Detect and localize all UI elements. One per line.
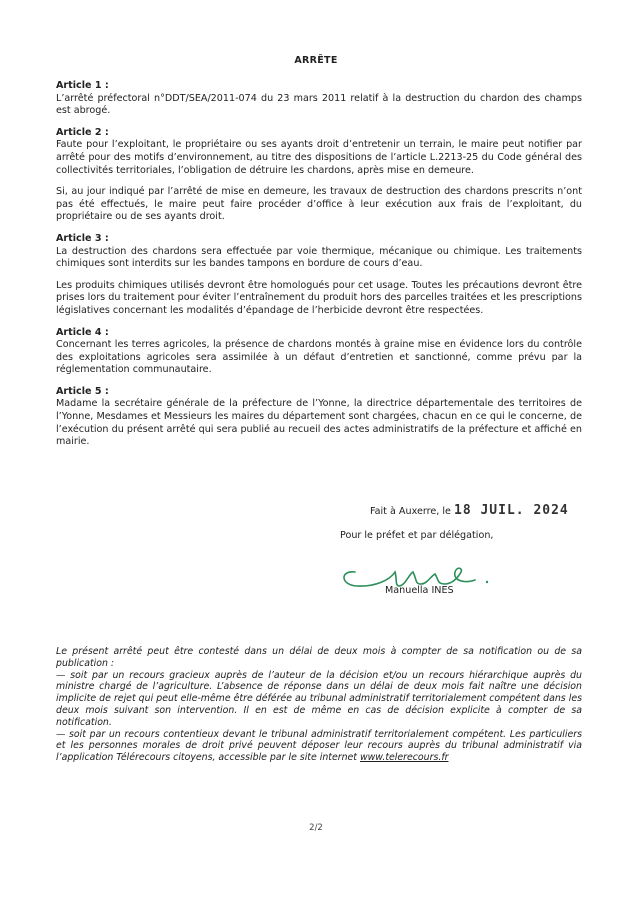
article-heading: Article 2 : <box>56 126 109 138</box>
appeal-item-gracieux: — soit par un recours gracieux auprès de l’auteur de la décision et/ou un recours hiérarchique auprès du ministre chargé de l’agriculture. L’absence de réponse dans un délai de deux mois fait naître une décision implicite de rejet qui peut elle-même être déférée au tribunal administratif territorialement compétent dans les deux mois suivant son intervention. Il en est de même en cas de décision explicite à compter de sa notification. <box>56 669 582 728</box>
article-paragraph: Concernant les terres agricoles, la présence de chardons montés à graine mise en évidence lors du contrôle des exploitations agricoles sera assimilée à un défaut d’entretien et sanctionné, comme prévu par la réglementation communautaire. <box>56 339 582 376</box>
signer-name: Manuella INES <box>385 585 454 596</box>
article-5 <box>56 386 582 449</box>
telerecours-link[interactable]: www.telerecours.fr <box>359 752 449 764</box>
delegation-line: Pour le préfet et par délégation, <box>340 530 494 541</box>
articles-body <box>56 80 582 458</box>
article-paragraph: Si, au jour indiqué par l’arrêté de mise en demeure, les travaux de destruction des chardons prescrits n’ont pas été effectués, le maire peut faire procéder d’office à leur exécution aux frais de l’exploitant, du propriétaire ou de ses ayants droit. <box>56 186 582 223</box>
article-4 <box>56 327 582 377</box>
place-date-line <box>370 503 630 518</box>
article-paragraph: Faute pour l’exploitant, le propriétaire ou ses ayants droit d’entretenir un terrain, le maire peut notifier par arrêté pour des motifs d’environnement, au titre des dispositions de l’article L.2213-25 du Code général des collectivités territoriales, l’obligation de détruire les chardons, après mise en demeure. <box>56 139 582 176</box>
article-heading: Article 4 : <box>56 326 109 338</box>
article-paragraph: Les produits chimiques utilisés devront être homologués pour cet usage. Toutes les précautions devront être prises lors du traitement pour éviter l’entraînement du produit hors des parcelles traitées et les prescriptions législatives concernant les modalités d’épandage de l’herbicide devront être respectées. <box>56 279 582 316</box>
article-paragraph: La destruction des chardons sera effectuée par voie thermique, mécanique ou chimique. Les traitements chimiques sont interdits sur les bandes tampons en bordure de cours d’eau. <box>56 245 582 270</box>
article-heading: Article 5 : <box>56 385 109 397</box>
appeal-intro: Le présent arrêté peut être contesté dans un délai de deux mois à compter de sa notification ou de sa publication : <box>56 646 582 669</box>
article-2 <box>56 127 582 224</box>
appeal-item-contentieux <box>56 729 582 764</box>
article-3 <box>56 233 582 318</box>
appeal-item-text: — soit par un recours contentieux devant le tribunal administratif territorialement compétent. Les particuliers et les personnes morales de droit privé peuvent déposer leur recours auprès du tribunal administratif via l’application Télérecours citoyens, accessible par le site internet <box>56 728 582 764</box>
page-number: 2/2 <box>309 823 323 833</box>
document-title: ARRÊTE <box>294 55 338 66</box>
article-paragraph: L’arrêté préfectoral n°DDT/SEA/2011-074 du 23 mars 2011 relatif à la destruction du chardon des champs est abrogé. <box>56 92 582 117</box>
appeal-notice <box>56 646 582 764</box>
article-1 <box>56 80 582 118</box>
article-heading: Article 3 : <box>56 232 109 244</box>
article-paragraph: Madame la secrétaire générale de la préfecture de l’Yonne, la directrice départementale des territoires de l’Yonne, Mesdames et Messieurs les maires du département sont chargées, chacun en ce qui le concerne, de l’exécution du présent arrêté qui sera publié au recueil des actes administratifs de la préfecture et affiché en mairie. <box>56 398 582 448</box>
article-heading: Article 1 : <box>56 80 109 91</box>
date-stamp: 18 JUIL. 2024 <box>454 503 569 518</box>
place-prefix: Fait à Auxerre, le <box>370 506 451 517</box>
